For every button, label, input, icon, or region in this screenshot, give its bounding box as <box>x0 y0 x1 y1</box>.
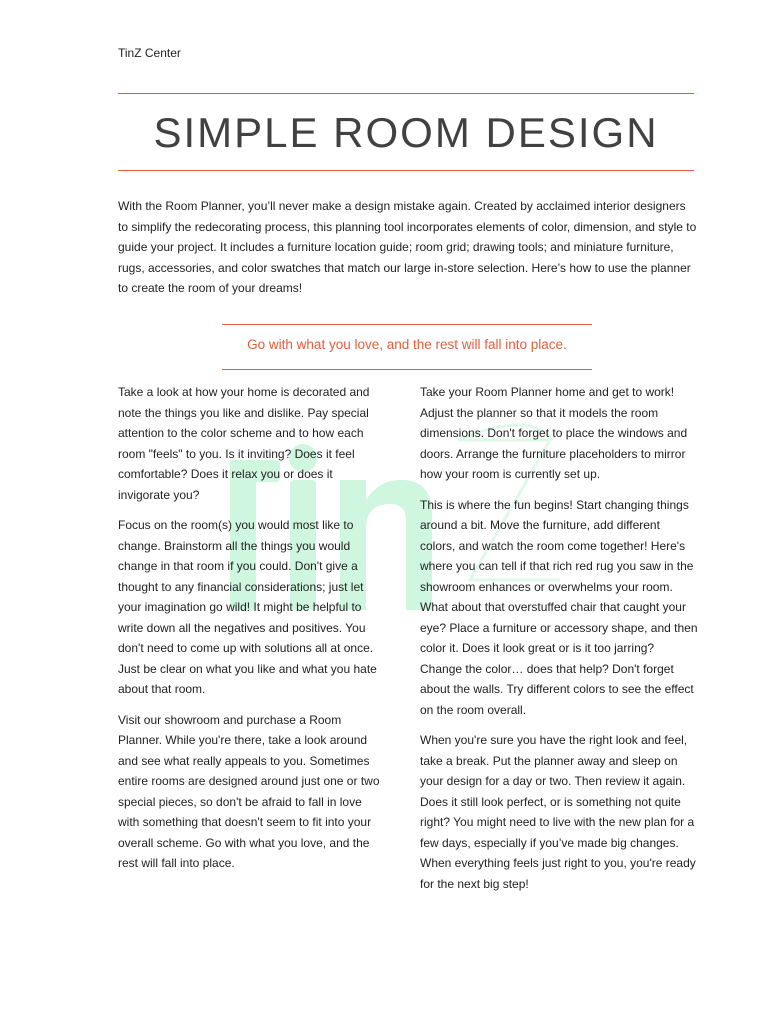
left-paragraph-1: Take a look at how your home is decorated and note the things you like and dislike. Pay special attention to the color scheme and to how each room "feels" to you. Is it inviting? Does it feel comfortable? Does it relax you or does it invigorate you? <box>118 385 370 502</box>
intro-paragraph: With the Room Planner, you’ll never make a design mistake again. Created by acclaimed interior designers to simplify the redecorating process, this planning tool incorporates elements of color, dimension, and style to guide your project. It includes a furniture location guide; room grid; drawing tools; and miniature furniture, rugs, accessories, and color swatches that match our large in-store selection. Here’s how to use the planner to create the room of your dreams! <box>118 199 697 295</box>
pull-quote-top-rule <box>222 324 592 325</box>
organization-name: TinZ Center <box>118 46 181 60</box>
right-column <box>420 382 698 904</box>
pull-quote: Go with what you love, and the rest will fall into place. <box>247 337 567 352</box>
left-column <box>118 382 380 884</box>
right-paragraph-2: This is where the fun begins! Start changing things around a bit. Move the furniture, add different colors, and watch the room come together! Here's where you can tell if that rich red rug you saw in the showroom enhances or overwhelms your room. What about that overstuffed chair that caught your eye? Place a furniture or accessory shape, and then color it. Does it look great or is it too jarring? Change the color… does that help? Don't forget about the walls. Try different colors to see the effect on the room overall. <box>420 497 698 717</box>
left-paragraph-3: Visit our showroom and purchase a Room Planner. While you're there, take a look around and see what really appeals to you. Sometimes entire rooms are designed around just one or two special pieces, so don't be afraid to fall in love with something that doesn't seem to fit into your overall scheme. Go with what you love, and the rest will fall into place. <box>118 712 380 870</box>
pull-quote-bottom-rule <box>222 369 592 370</box>
right-paragraph-1: Take your Room Planner home and get to work! Adjust the planner so that it models the room dimensions. Don't forget to place the windows and doors. Arrange the furniture placeholders to mirror how your room is currently set up. <box>420 385 688 481</box>
right-paragraph-3: When you're sure you have the right look and feel, take a break. Put the planner away and sleep on your design for a day or two. Then review it again. Does it still look perfect, or is something not quite right? You might need to live with the new plan for a few days, especially if you’ve made big changes. When everything feels just right to you, you're ready for the next big step! <box>420 733 696 891</box>
title-bottom-rule <box>118 170 694 171</box>
left-paragraph-2: Focus on the room(s) you would most like to change. Brainstorm all the things you would change in that room if you could. Don't give a thought to any financial considerations; just let your imagination go wild! It might be helpful to write down all the negatives and positives. You don't need to come up with solutions all at once. Just be clear on what you like and what you hate about that room. <box>118 518 377 696</box>
page-title: SIMPLE ROOM DESIGN <box>153 109 659 156</box>
title-top-rule <box>118 93 694 94</box>
